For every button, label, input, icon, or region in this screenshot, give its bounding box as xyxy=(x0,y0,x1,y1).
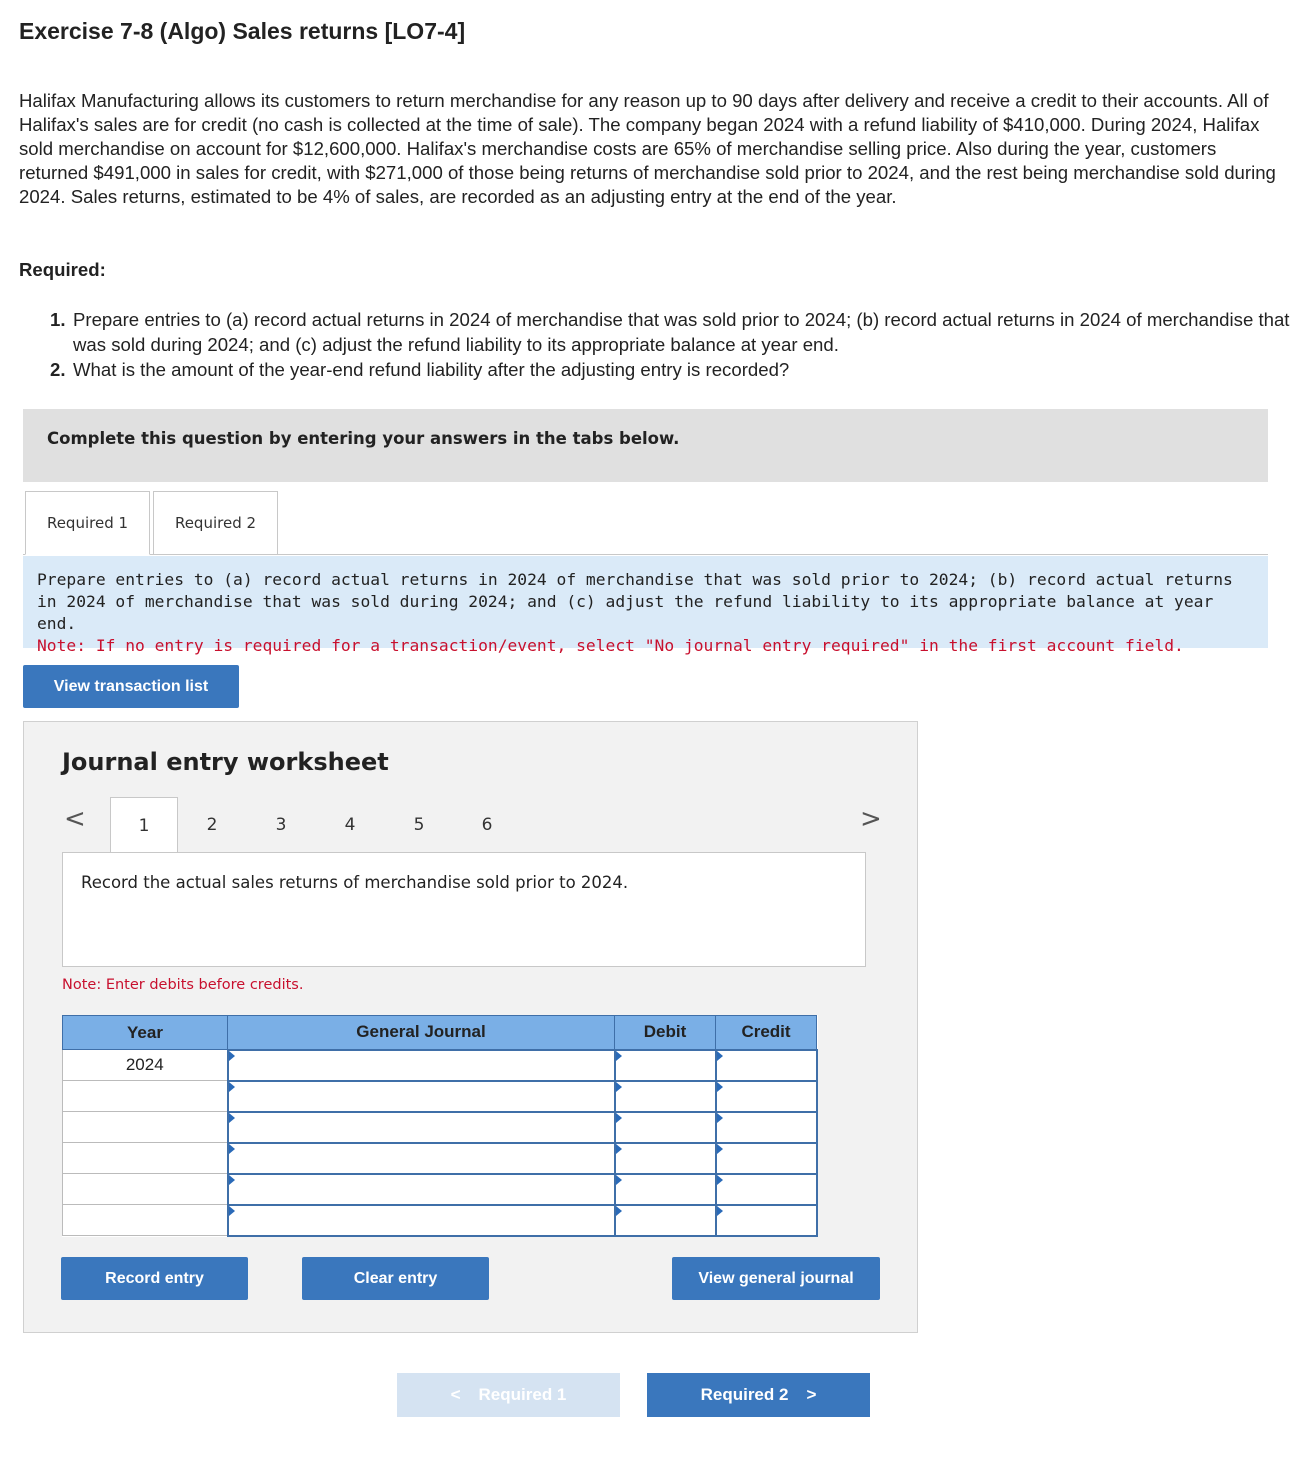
debit-input[interactable] xyxy=(615,1174,716,1205)
view-general-journal-button[interactable]: View general journal xyxy=(672,1257,880,1300)
account-input[interactable] xyxy=(228,1143,615,1174)
debit-input[interactable] xyxy=(615,1050,716,1081)
account-input[interactable] xyxy=(228,1050,615,1081)
chevron-left-icon: < xyxy=(450,1385,461,1404)
debit-input[interactable] xyxy=(615,1143,716,1174)
record-entry-button[interactable]: Record entry xyxy=(61,1257,248,1300)
required-item-text: Prepare entries to (a) record actual returns in 2024 of merchandise that was sold prior to 2024; (b) record actual returns in 2024 of merchandise that was sold during 2024; and (c) adjust the refund liability to its appropriate balance at year end. xyxy=(73,309,1290,355)
required-item xyxy=(50,307,1290,357)
worksheet-title: Journal entry worksheet xyxy=(62,748,389,776)
table-row xyxy=(63,1081,817,1112)
column-header-general-journal: General Journal xyxy=(228,1016,615,1050)
instruction-text: Prepare entries to (a) record actual returns in 2024 of merchandise that was sold prior to 2024; (b) record actual returns in 2024 of merchandise that was sold during 2024; and (c) adjust the refund liability to its appropriate balance at year end. xyxy=(37,570,1233,633)
year-cell xyxy=(63,1143,228,1174)
tab-required-2[interactable]: Required 2 xyxy=(153,491,278,555)
view-transaction-list-button[interactable]: View transaction list xyxy=(23,665,239,708)
debits-credits-note: Note: Enter debits before credits. xyxy=(62,977,304,993)
worksheet-page-3[interactable]: 3 xyxy=(275,815,287,835)
year-cell xyxy=(63,1205,228,1236)
instructions-banner xyxy=(23,409,1268,482)
banner-text: Complete this question by entering your answers in the tabs below. xyxy=(47,429,680,448)
debit-input[interactable] xyxy=(615,1081,716,1112)
table-row xyxy=(63,1205,817,1236)
credit-input[interactable] xyxy=(716,1112,817,1143)
chevron-right-icon[interactable]: > xyxy=(860,804,882,834)
next-required-label: Required 2 xyxy=(700,1385,789,1404)
worksheet-page-2[interactable]: 2 xyxy=(206,815,218,835)
debit-input[interactable] xyxy=(615,1112,716,1143)
table-row xyxy=(63,1050,817,1081)
chevron-right-icon: > xyxy=(806,1385,817,1404)
year-cell xyxy=(63,1174,228,1205)
table-row xyxy=(63,1174,817,1205)
tab-required-1[interactable]: Required 1 xyxy=(25,491,150,555)
prev-required-button[interactable] xyxy=(397,1373,620,1417)
problem-text: Halifax Manufacturing allows its customers to return merchandise for any reason up to 90 days after delivery and receive a credit to their accounts. All of Halifax's sales are for credit (no cash is collected at the time of sale). The company began 2024 with a refund liability of $410,000. During 2024, Halifax sold merchandise on account for $12,600,000. Halifax's merchandise costs are 65% of merchandise selling price. Also during the year, customers returned $491,000 in sales for credit, with $271,000 of those being returns of merchandise sold prior to 2024, and the rest being merchandise sold during 2024. Sales returns, estimated to be 4% of sales, are recorded as an adjusting entry at the end of the year. xyxy=(19,90,1276,207)
required-item-number: 1. xyxy=(50,309,66,330)
clear-entry-button[interactable]: Clear entry xyxy=(302,1257,489,1300)
credit-input[interactable] xyxy=(716,1081,817,1112)
debit-input[interactable] xyxy=(615,1205,716,1236)
column-header-year: Year xyxy=(63,1016,228,1050)
column-header-credit: Credit xyxy=(716,1016,817,1050)
required-item-number: 2. xyxy=(50,359,66,380)
account-input[interactable] xyxy=(228,1081,615,1112)
required-item xyxy=(50,357,1290,382)
year-cell xyxy=(63,1112,228,1143)
worksheet-page-1[interactable]: 1 xyxy=(110,797,178,854)
year-cell xyxy=(63,1081,228,1112)
chevron-left-icon[interactable]: < xyxy=(64,804,86,834)
year-cell: 2024 xyxy=(63,1050,228,1081)
worksheet-page-4[interactable]: 4 xyxy=(344,815,356,835)
worksheet-page-6[interactable]: 6 xyxy=(481,815,493,835)
account-input[interactable] xyxy=(228,1205,615,1236)
table-row xyxy=(63,1143,817,1174)
account-input[interactable] xyxy=(228,1112,615,1143)
account-input[interactable] xyxy=(228,1174,615,1205)
required-heading: Required: xyxy=(19,259,106,280)
instruction-panel xyxy=(23,556,1268,655)
table-row xyxy=(63,1112,817,1143)
required-item-text: What is the amount of the year-end refund liability after the adjusting entry is recorded? xyxy=(73,359,790,380)
required-list xyxy=(50,307,1290,382)
next-required-button[interactable] xyxy=(647,1373,870,1417)
entry-description: Record the actual sales returns of merchandise sold prior to 2024. xyxy=(62,852,866,967)
page-title: Exercise 7-8 (Algo) Sales returns [LO7-4] xyxy=(19,18,466,44)
worksheet-page-5[interactable]: 5 xyxy=(413,815,425,835)
prev-required-label: Required 1 xyxy=(478,1385,567,1404)
column-header-debit: Debit xyxy=(615,1016,716,1050)
credit-input[interactable] xyxy=(716,1143,817,1174)
credit-input[interactable] xyxy=(716,1205,817,1236)
journal-table xyxy=(62,1015,818,1237)
instruction-note: Note: If no entry is required for a transaction/event, select "No journal entry required" in the first account field. xyxy=(37,636,1184,655)
journal-entry-worksheet xyxy=(23,721,918,1333)
credit-input[interactable] xyxy=(716,1050,817,1081)
credit-input[interactable] xyxy=(716,1174,817,1205)
